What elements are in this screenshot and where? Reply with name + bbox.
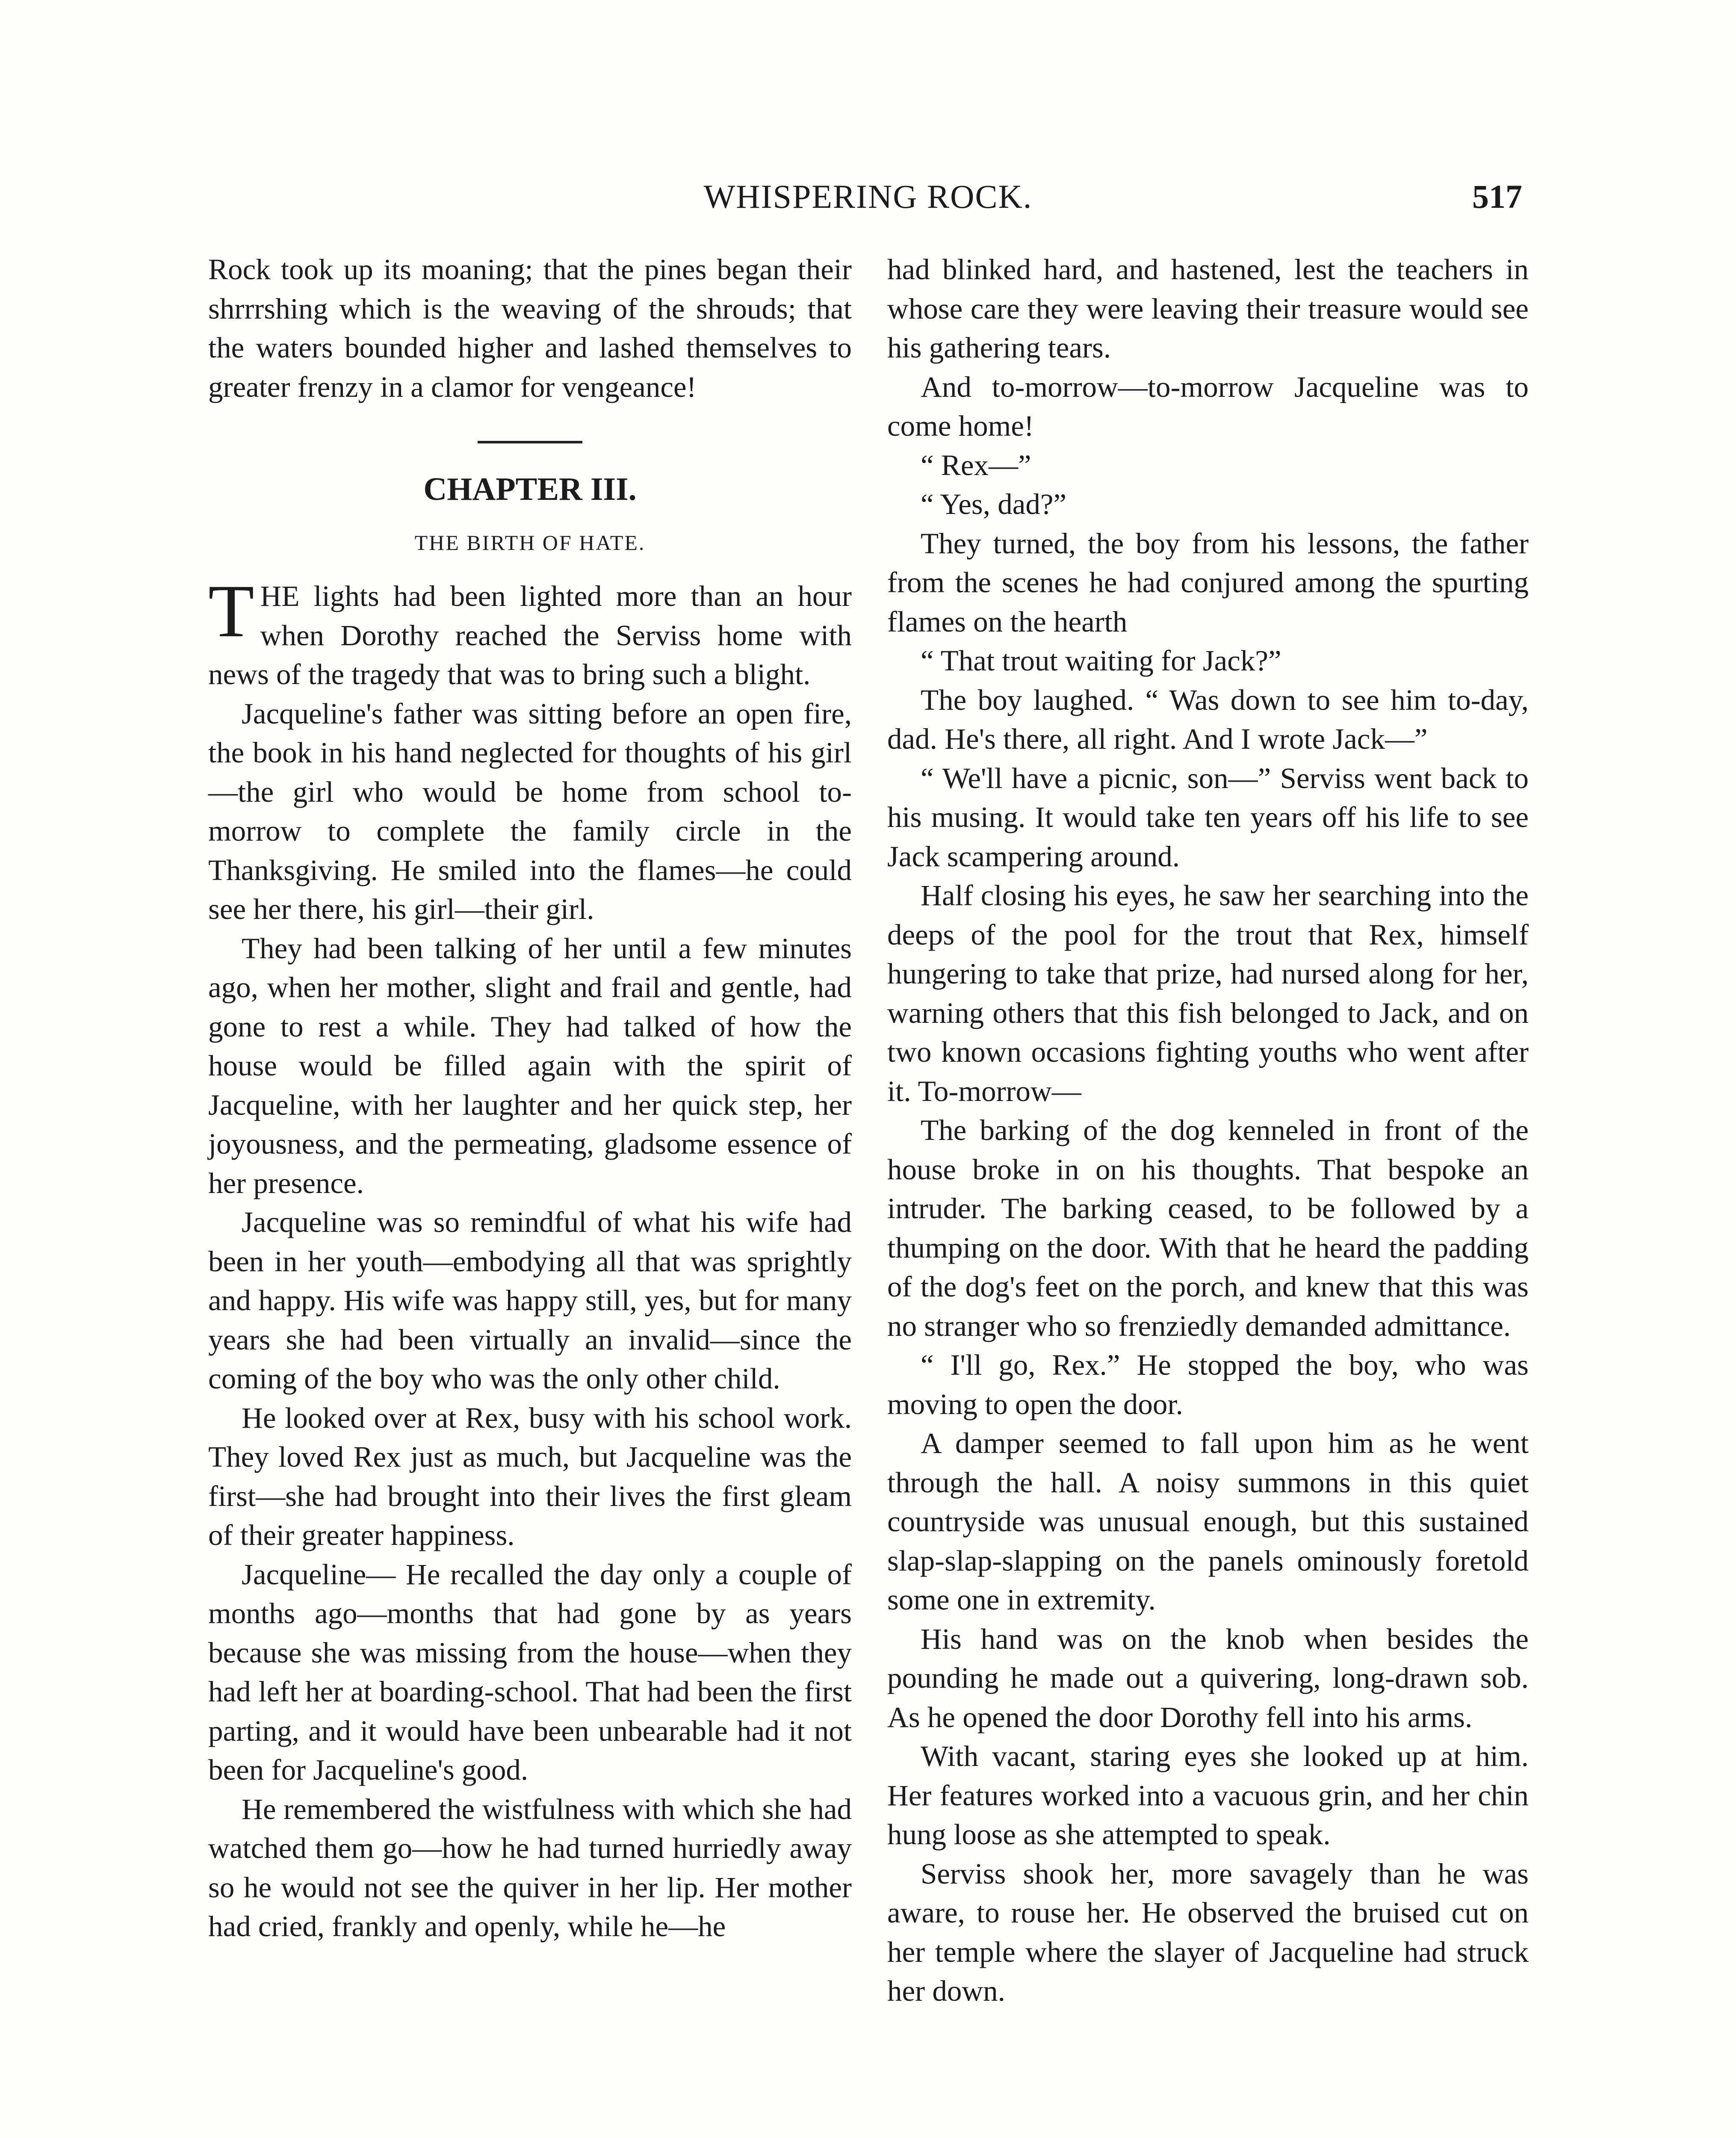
section-divider	[478, 441, 582, 443]
paragraph: He remembered the wistfulness with which she had watched them go—how he had turned hurriedly away so he would not see the quiver in her lip. Her mother had cried, frankly and openly, while he—he	[208, 1792, 852, 1943]
paragraph: The boy laughed. “ Was down to see him to-day, dad. He's there, all right. And I wrote Jack—”	[887, 683, 1529, 755]
paragraph: His hand was on the knob when besides the pounding he made out a quivering, long-drawn sob. As he opened the door Dorothy fell into his arms.	[887, 1622, 1529, 1733]
paragraph: Jacqueline was so remindful of what his wife had been in her youth—embodying all that was sprightly and happy. His wife was happy still, yes, but for many years she had been virtually an invalid—since the coming of the boy who was the only other child.	[208, 1206, 852, 1395]
chapter-subtitle: THE BIRTH OF HATE.	[414, 531, 646, 555]
paragraph: had blinked hard, and hastened, lest the teachers in whose care they were leaving their treasure would see his gathering tears.	[887, 253, 1529, 364]
left-column	[208, 250, 852, 1946]
page-header	[210, 173, 1526, 220]
drop-cap: T	[208, 570, 254, 653]
paragraph: “ That trout waiting for Jack?”	[921, 644, 1281, 677]
opening-paragraph	[208, 570, 852, 694]
paragraph: “ Yes, dad?”	[921, 488, 1067, 520]
paragraph: A damper seemed to fall upon him as he went through the hall. A noisy summons in this quiet countryside was unusual enough, but this sustained slap-slap-slapping on the panels ominously foretold some one in extremity.	[887, 1427, 1529, 1616]
paragraph-text: HE lights had been lighted more than an hour when Dorothy reached the Serviss home with news of the tragedy that was to bring such a blight.	[208, 580, 852, 691]
paragraph: They had been talking of her until a few minutes ago, when her mother, slight and frail and gentle, had gone to rest a while. They had talked of how the house would be filled again with the spirit of Jacqueline, with her laughter and her quick step, her joyousness, and the permeating, gladsome essence of her presence.	[208, 932, 852, 1199]
chapter-title: CHAPTER III.	[423, 471, 637, 507]
paragraph: And to-morrow—to-morrow Jacqueline was to come home!	[887, 370, 1529, 442]
paragraph: Half closing his eyes, he saw her searching into the deeps of the pool for the trout that Rex, himself hungering to take that prize, had nursed along for her, warning others that this fish belonged to Jack, and on two known occasions fighting youths who went after it. To-morrow—	[887, 879, 1529, 1107]
paragraph: “ We'll have a picnic, son—” Serviss went back to his musing. It would take ten years off his life to see Jack scampering around.	[887, 762, 1529, 873]
paragraph: With vacant, staring eyes she looked up at him. Her features worked into a vacuous grin, and her chin hung loose as she attempted to speak.	[887, 1740, 1529, 1851]
paragraph: Jacqueline— He recalled the day only a couple of months ago—months that had gone by as years because she was missing from the house—when they had left her at boarding-school. That had been the first parting, and it would have been unbearable had it not been for Jacqueline's good.	[208, 1558, 852, 1786]
paragraph: Jacqueline's father was sitting before an open fire, the book in his hand neglected for thoughts of his girl—the girl who would be home from school to-morrow to complete the family circle in the Thanksgiving. He smiled into the flames—he could see her there, his girl—their girl.	[208, 697, 852, 925]
paragraph: He looked over at Rex, busy with his school work. They loved Rex just as much, but Jacqueline was the first—she had brought into their lives the first gleam of their greater happiness.	[208, 1401, 852, 1551]
paragraph: “ I'll go, Rex.” He stopped the boy, who was moving to open the door.	[887, 1349, 1529, 1420]
running-head: WHISPERING ROCK.	[703, 178, 1033, 215]
paragraph: Rock took up its moaning; that the pines began their shrrrshing which is the weaving of the shrouds; that the waters bounded higher and lashed themselves to greater frenzy in a clamor for vengeance!	[208, 253, 852, 403]
right-column	[887, 250, 1529, 2011]
paragraph: Serviss shook her, more savagely than he was aware, to rouse her. He observed the bruised cut on her temple where the slayer of Jacqueline had struck her down.	[887, 1857, 1529, 2007]
paragraph: They turned, the boy from his lessons, the father from the scenes he had conjured among the spurting flames on the hearth	[887, 527, 1529, 638]
paragraph: “ Rex—”	[921, 449, 1031, 481]
page-number: 517	[1472, 178, 1522, 215]
paragraph: The barking of the dog kenneled in front of the house broke in on his thoughts. That bespoke an intruder. The barking ceased, to be followed by a thumping on the door. With that he heard the padding of the dog's feet on the porch, and knew that this was no stranger who so frenziedly demanded admittance.	[887, 1114, 1529, 1342]
